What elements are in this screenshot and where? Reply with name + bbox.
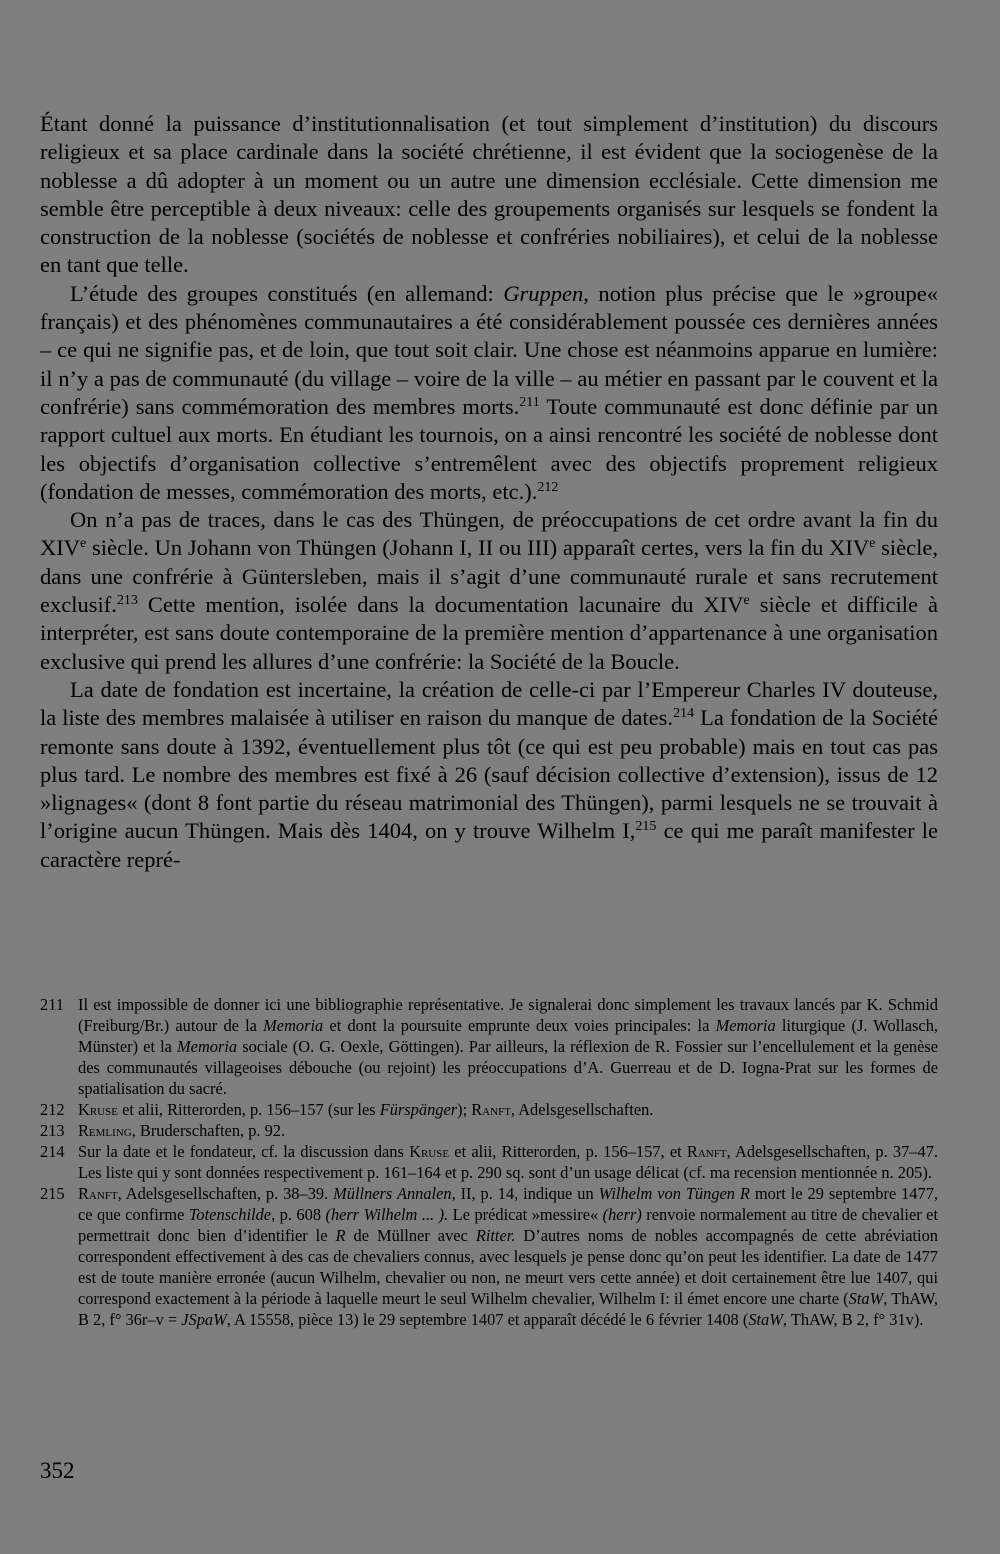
footnote-segment: et dont la poursuite emprunte deux voies principales: la xyxy=(323,1016,716,1035)
footnote-segment: et alii, Ritterorden, p. 156–157 (sur les xyxy=(117,1100,380,1119)
footnote-number: 215 xyxy=(40,1184,65,1203)
paragraph-3 xyxy=(40,506,938,676)
paragraph-4 xyxy=(40,676,938,874)
paragraph-4-text-a: La date de fondation est incertaine, la création de celle-ci par l’Empereur Charles IV douteuse, la liste des membres malaisée à utiliser en raison du manque de dates. xyxy=(40,676,938,731)
footnote-212 xyxy=(40,1099,938,1120)
paragraph-1 xyxy=(40,110,938,280)
footnote-segment: renvoie normalement au titre de chevalier et permettrait donc bien d’identifier le xyxy=(78,1205,939,1245)
footnote-214 xyxy=(40,1141,938,1183)
paragraph-2-text-c: Toute communauté est donc définie par un rapport cultuel aux morts. En étudiant les tournois, on a ainsi rencontré les société de noblesse dont les objectifs d’organisation collective s’entremêlent avec des objectifs proprement religieux (fondation de messes, commémoration des morts, etc.). xyxy=(40,393,938,504)
footnote-italic: Müllners Annalen xyxy=(333,1184,452,1203)
paragraph-3-text-e: siècle et difficile à interpréter, est sans doute contemporaine de la première mention d’appartenance à une organisation exclusive qui prend les allures d’une confrérie: la Société de la Boucle. xyxy=(40,592,938,674)
footnote-text xyxy=(78,1141,938,1183)
century-suffix: e xyxy=(80,536,87,552)
footnote-ref-215[interactable]: 215 xyxy=(635,819,657,835)
footnote-text xyxy=(78,1183,938,1330)
footnote-italic: JSpaW xyxy=(181,1310,227,1329)
page-number: 352 xyxy=(40,1458,75,1483)
footnote-segment: , p. 608 xyxy=(271,1205,326,1224)
footnote-segment: sociale (O. G. Oexle, Göttingen). Par ailleurs, la réflexion de R. Fossier sur l’encellulement et la genèse des communautés villageoises débouche (ou rejoint) les préoccupations d’A. Guerreau et de D. Iogna-Prat sur les formes de spatialisation du sacré. xyxy=(78,1037,939,1098)
footnote-italic: Ritter. xyxy=(475,1226,516,1245)
footnote-segment: et alii, Ritterorden, p. 156–157, et xyxy=(449,1142,687,1161)
author-name: Ranft xyxy=(471,1100,511,1119)
footnote-213 xyxy=(40,1120,938,1141)
author-name: Ranft xyxy=(78,1184,118,1203)
footnote-segment: , Adelsgesellschaften, p. 37–47. Les liste qui y sont données respectivement p. 161–164 et p. 290 sq. sont d’un usage délicat (cf. ma recension mentionnée n. 205). xyxy=(78,1142,938,1182)
paragraph-3-text-b: siècle. Un Johann von Thüngen (Johann I, II ou III) apparaît certes, vers la fin du XIV xyxy=(86,535,870,561)
footnote-italic: StaW xyxy=(848,1289,884,1308)
footnotes xyxy=(40,994,938,1330)
paragraph-2-text-b: , notion plus précise que le »groupe« français) et des phénomènes communautaires a été considérablement poussée ces dernières années – ce qui ne signifie pas, et de loin, que tout soit clair. Une chose est néanmoins apparue en lumière: il n’y a pas de communauté (du village – voire de la ville – au métier en passant par le couvent et la confrérie) sans commémoration des membres morts. xyxy=(40,280,938,419)
paragraph-2 xyxy=(40,280,938,506)
main-text xyxy=(40,110,938,874)
footnote-segment: , Adelsgesellschaften, p. 38–39. xyxy=(117,1184,334,1203)
footnote-number: 213 xyxy=(40,1121,65,1140)
paragraph-1-text: Étant donné la puissance d’institutionnalisation (et tout simplement d’institution) du discours religieux et sa place cardinale dans la société chrétienne, il est évident que la sociogenèse de la noblesse a dû adopter à un moment ou un autre une dimension ecclésiale. Cette dimension me semble être perceptible à deux niveaux: celle des groupements organisés sur lesquels se fondent la construction de la noblesse (sociétés de noblesse et confréries nobiliaires), et celui de la noblesse en tant que telle. xyxy=(40,111,938,278)
footnote-italic: R xyxy=(335,1226,346,1245)
footnote-215 xyxy=(40,1183,938,1330)
footnote-number: 211 xyxy=(40,995,64,1014)
footnote-segment: de Müllner avec xyxy=(345,1226,476,1245)
footnote-segment: , ThAW, B 2, f° 36r–v = xyxy=(78,1289,938,1329)
footnote-italic: Fürspänger xyxy=(379,1100,458,1119)
footnote-text xyxy=(78,1120,938,1141)
footnote-segment: Il est impossible de donner ici une bibliographie représentative. Je signalerai donc simplement les travaux lancés par K. Schmid (Freiburg/Br.) autour de la xyxy=(78,995,938,1035)
footnote-segment: Le prédicat »messire« xyxy=(448,1205,603,1224)
footnote-segment: liturgique (J. Wollasch, Münster) et la xyxy=(78,1016,938,1056)
author-name: Remling xyxy=(78,1121,132,1140)
paragraph-4-text-c: ce qui me paraît manifester le caractère repré- xyxy=(40,818,938,872)
footnote-segment: , Bruderschaften, p. 92. xyxy=(131,1121,286,1140)
footnote-italic: (herr Wilhelm ... ). xyxy=(325,1205,449,1224)
footnote-segment: , ThAW, B 2, f° 31v). xyxy=(782,1310,924,1329)
footnote-italic: Memoria xyxy=(715,1016,776,1035)
paragraph-3-text-c: siècle, dans une confrérie à Güntersleben, mais il s’agit d’une communauté rurale et sans recrutement exclusif. xyxy=(40,535,938,618)
footnote-italic: Totenschilde xyxy=(188,1205,272,1224)
footnote-ref-213[interactable]: 213 xyxy=(116,593,138,609)
footnote-segment: mort le 29 septembre 1477, ce que confirme xyxy=(78,1184,938,1224)
footnote-number: 212 xyxy=(40,1100,65,1119)
footnote-ref-211[interactable]: 211 xyxy=(519,394,540,410)
footnote-text xyxy=(78,1099,938,1120)
footnote-segment: , II, p. 14, indique un xyxy=(451,1184,599,1203)
paragraph-2-italic-term: Gruppen xyxy=(503,280,584,306)
footnote-segment: ); xyxy=(457,1100,472,1119)
century-suffix: e xyxy=(743,593,750,609)
footnote-number: 214 xyxy=(40,1142,65,1161)
footnote-italic: Memoria xyxy=(177,1037,238,1056)
footnote-text xyxy=(78,994,938,1099)
footnote-segment: D’autres noms de nobles accompagnés de cette abréviation correspondent effectivement à des cas de chevaliers connus, avec lesquels je pense donc qu’on peut les identifier. La date de 1477 est de toute manière erronée (aucun Wilhelm, chevalier ou non, ne meurt vers cette année) et doit certainement être lue 1407, qui correspond exactement à la période à laquelle meurt le seul Wilhelm chevalier, Wilhelm I: il émet encore une charte ( xyxy=(78,1226,938,1308)
author-name: Kruse xyxy=(78,1100,118,1119)
footnote-segment: Sur la date et le fondateur, cf. la discussion dans xyxy=(78,1142,410,1161)
paragraph-3-text-a: On n’a pas de traces, dans le cas des Thüngen, de préoccupations de cet ordre avant la fin du XIV xyxy=(40,507,938,561)
footnote-segment: , Adelsgesellschaften. xyxy=(510,1100,654,1119)
footnote-ref-214[interactable]: 214 xyxy=(673,706,695,722)
footnote-italic: (herr) xyxy=(602,1205,642,1224)
paragraph-2-text-a: L’étude des groupes constitués (en allemand: xyxy=(70,280,504,306)
footnote-211 xyxy=(40,994,938,1099)
footnote-italic: Memoria xyxy=(263,1016,324,1035)
footnote-italic: Wilhelm von Tüngen R xyxy=(598,1184,750,1203)
footnote-segment: , A 15558, pièce 13) le 29 septembre 1407 et apparaît décédé le 6 février 1408 ( xyxy=(226,1310,749,1329)
author-name: Kruse xyxy=(409,1142,450,1161)
footnote-ref-212[interactable]: 212 xyxy=(537,479,559,495)
paragraph-3-text-d: Cette mention, isolée dans la documentation lacunaire du XIV xyxy=(137,592,744,618)
century-suffix: e xyxy=(869,536,876,552)
author-name: Ranft xyxy=(686,1142,727,1161)
footnote-italic: StaW xyxy=(748,1310,783,1329)
paragraph-4-text-b: La fondation de la Société remonte sans doute à 1392, éventuellement plus tôt (ce qui est peu probable) mais en tout cas pas plus tard. Le nombre des membres est fixé à 26 (sauf décision collective d’extension), issus de 12 »lignages« (dont 8 font partie du réseau matrimonial des Thüngen), parmi lesquels ne se trouvait à l’origine aucun Thüngen. Mais dès 1404, on y trouve Wilhelm I, xyxy=(40,705,938,844)
